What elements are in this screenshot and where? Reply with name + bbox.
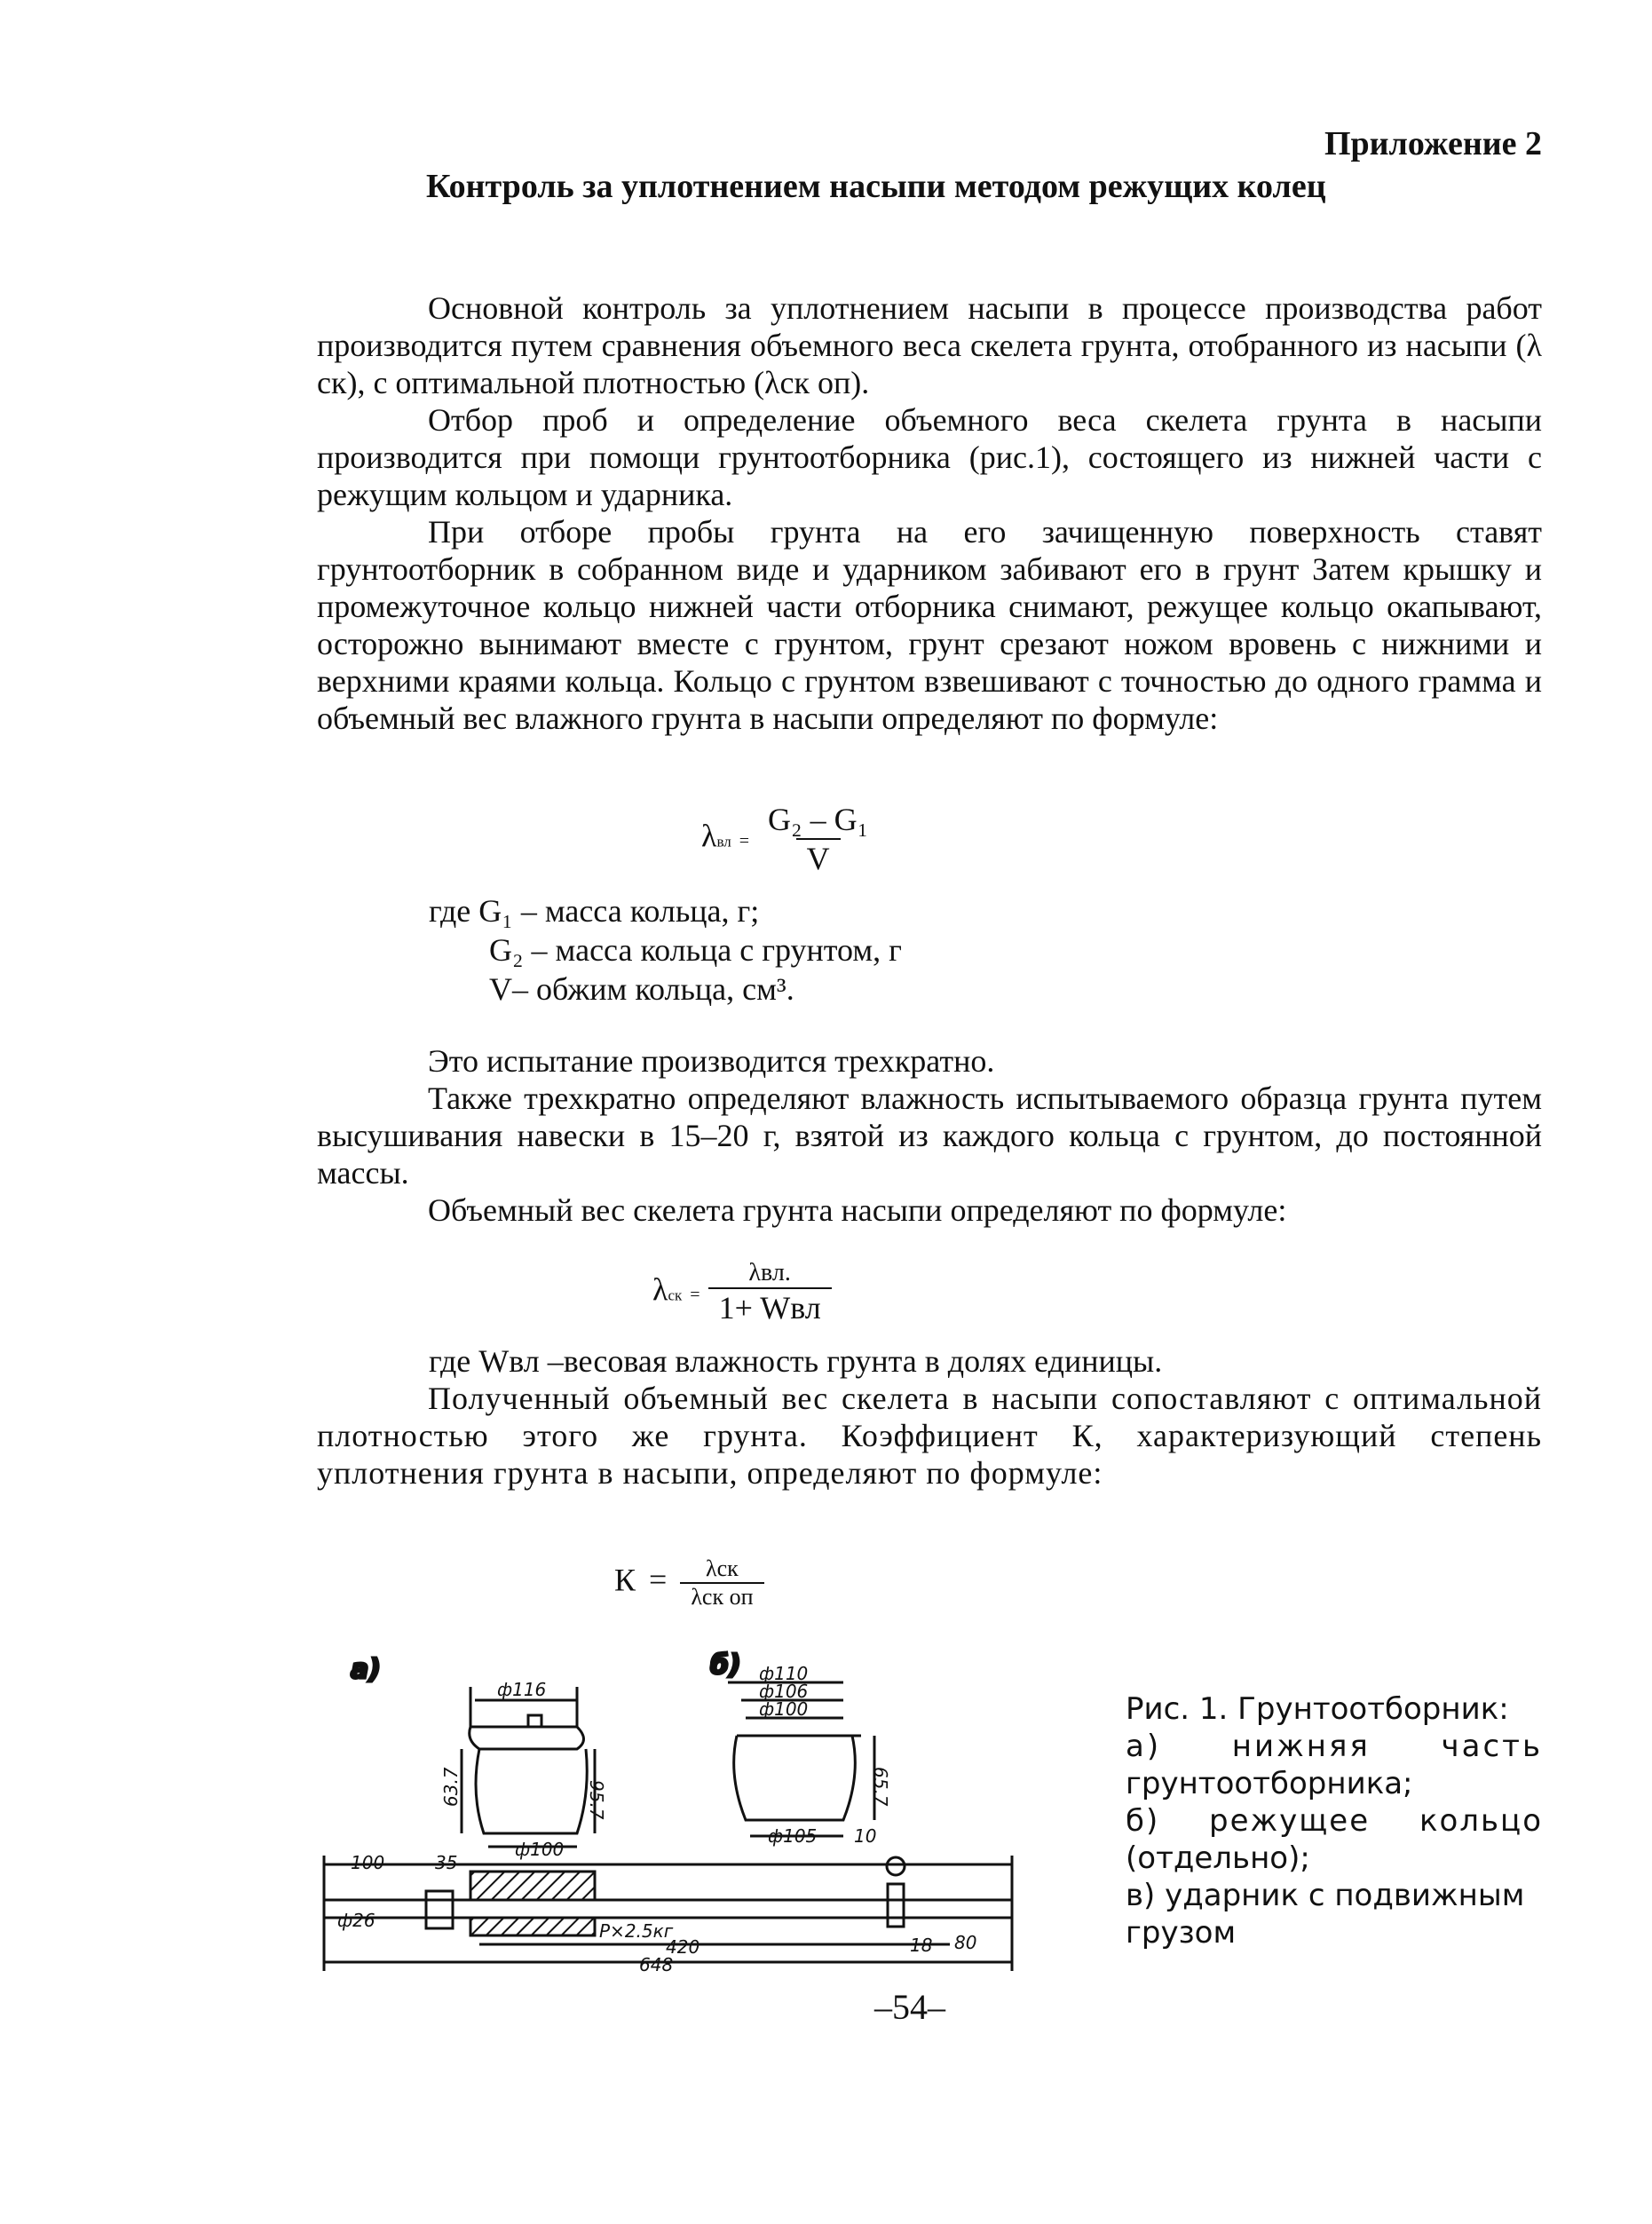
formula-eq: = [690,1285,700,1305]
caption-item-c: в) ударник с подвижным [1126,1878,1525,1913]
formula-eq: = [739,831,750,851]
weight-upper [470,1872,595,1900]
figure-label-a: а) [351,1654,381,1685]
formula-legend-2: где Wвл –весовая влажность грунта в долях единицы. [429,1343,1163,1379]
paragraph-4: Это испытание производится трехкратно. [428,1043,995,1079]
legend-line: где G₁ – масса кольца, г; [429,893,760,929]
figure-caption [1126,1690,1543,1951]
formula-wet-density [701,801,879,877]
formula-denominator: 1+ Wвл [708,1287,832,1326]
sampler-body [476,1749,587,1833]
appendix-label: Приложение 2 [1324,125,1542,162]
caption-item-b-cont: (отдельно); [1126,1840,1310,1876]
sampler-cap [528,1715,541,1727]
caption-item-a-cont: грунтоотборника; [1126,1766,1413,1801]
formula-lhs: λ [652,1271,668,1308]
formula-numerator: λск [706,1555,739,1581]
paragraph-6: Объемный вес скелета грунта насыпи определяют по формуле: [428,1192,1287,1228]
dim-label: 10 [854,1825,877,1847]
rod-stopper [888,1884,904,1927]
formula-denominator: λск оп [680,1582,763,1611]
figure-label-b: б) [710,1650,741,1681]
dim-label: P×2.5кг [599,1920,674,1942]
dim-label: 18 [910,1935,933,1956]
dim-label: 65.7 [870,1767,891,1807]
formula-fraction [680,1555,763,1611]
rod-knob [887,1857,905,1875]
sampler-collar [470,1727,584,1749]
body-text-block-2 [317,1042,1542,1229]
dim-label: 35 [435,1852,458,1873]
dim-label: 63.7 [440,1767,462,1807]
caption-item-c-cont: грузом [1126,1915,1237,1951]
dim-label: 100 [351,1852,385,1873]
paragraph-7: Полученный объемный вес скелета в насыпи сопоставляют с оптимальной плотностью этого же грунта. Коэффициент К, характеризующий степень уплотнения грунта в насыпи, определяют по формуле: [317,1381,1542,1491]
formula-fraction [708,1259,832,1326]
page-title: Контроль за уплотнением насыпи методом режущих колец [426,168,1326,205]
paragraph-1: Основной контроль за уплотнением насыпи в процессе производства работ производится путем сравнения объемного веса скелета грунта, отобранного из насыпи (λ ск), с оптимальной плотностью (λск оп). [317,290,1542,400]
formula-numerator: λвл. [748,1259,791,1286]
formula-lhs: λ [701,818,717,854]
paragraph-2: Отбор проб и определение объемного веса скелета грунта в насыпи производится при помощи грунтоотборника (рис.1), состоящего из нижней части с режущим кольцом и ударника. [317,402,1542,512]
formula-dry-density [652,1259,832,1326]
dim-label: ф116 [497,1679,547,1700]
formula-lhs-sub: вл [716,833,731,851]
legend-line: V– обжим кольца, см³. [489,971,794,1007]
caption-item-b: б) режущее кольцо [1126,1803,1543,1839]
formula-lhs: К [614,1562,636,1598]
dim-label: 420 [666,1936,700,1958]
formula-numerator: G₂ – G₁ [768,802,869,837]
dim-label: ф110 [759,1663,809,1684]
paragraph-5: Также трехкратно определяют влажность испытываемого образца грунта путем высушивания навески в 15–20 г, взятой из каждого кольца с грунтом, до постоянной массы. [317,1080,1542,1191]
formula-lhs-sub: ск [668,1286,683,1304]
formula-denominator: V [796,838,841,877]
dim-label: ф26 [337,1910,375,1931]
page-number: –54– [874,1987,945,2027]
formula-eq: = [649,1562,668,1598]
soil-sampler-figure [311,1642,1021,1980]
body-text-block-1 [317,289,1542,737]
dim-label: ф105 [768,1825,818,1847]
formula-fraction [757,801,879,877]
rod-head [426,1891,453,1928]
dim-label: ф106 [759,1681,809,1702]
formula-compaction-coefficient [614,1555,764,1611]
dim-label: ф100 [515,1839,565,1860]
dim-label: ф100 [759,1698,809,1720]
weight-lower [470,1918,595,1935]
legend-line: G₂ – масса кольца с грунтом, г [489,932,902,968]
formula-legend-1 [429,891,902,1009]
caption-title: Рис. 1. Грунтоотборник: [1126,1691,1509,1727]
dim-label: 80 [954,1932,977,1953]
caption-item-a: а) нижняя часть [1126,1729,1543,1764]
dim-label: 95.7 [586,1780,607,1820]
body-text-block-3 [317,1380,1542,1492]
paragraph-3: При отборе пробы грунта на его зачищенную поверхность ставят грунтоотборник в собранном виде и ударником забивают его в грунт Затем крышку и промежуточное кольцо нижней части отборника снимают, режущее кольцо окапывают, осторожно вынимают вместе с грунтом, грунт срезают ножом вровень с нижними и верхними краями кольца. Кольцо с грунтом взвешивают с точностью до одного грамма и объемный вес влажного грунта в насыпи определяют по формуле: [317,514,1542,736]
dim-label: 648 [639,1954,674,1975]
cutting-ring [734,1736,856,1820]
